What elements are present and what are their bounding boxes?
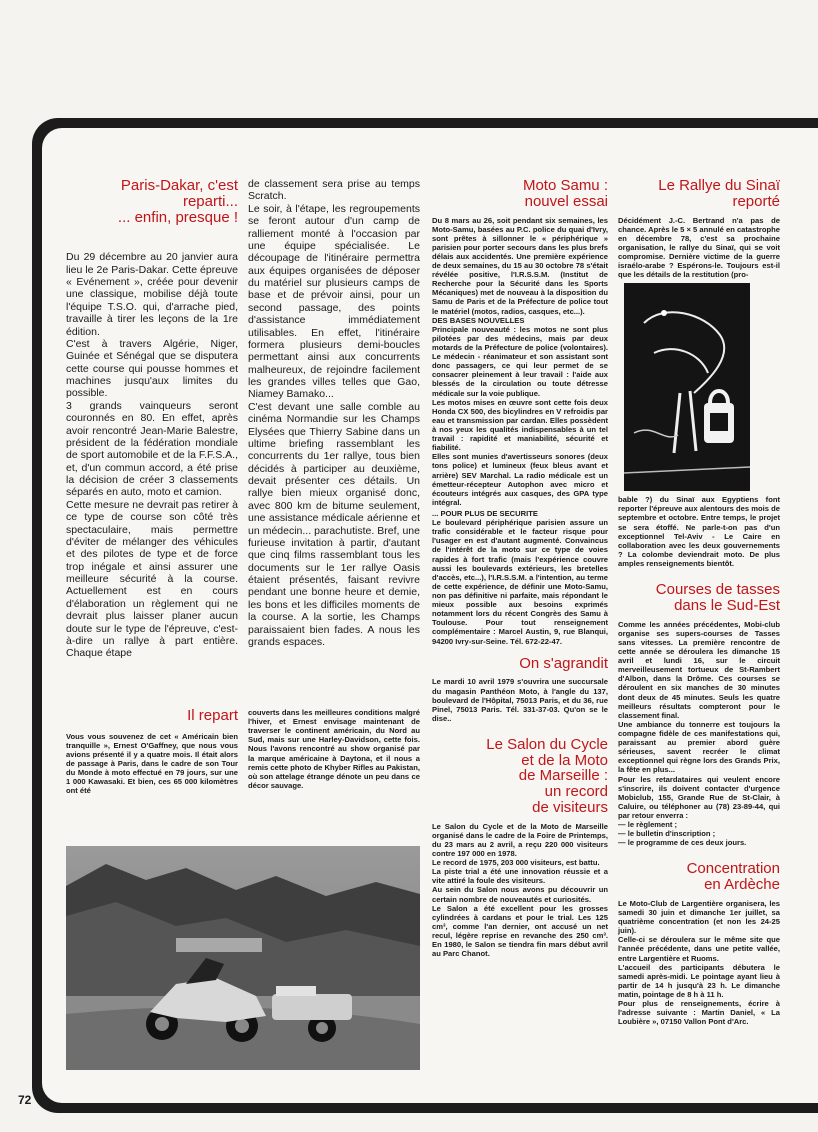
paragraph: Pour les retardataires qui veulent encore s'inscrire, ils doivent contacter d'urgence Mobiclub, 155, Grande Rue de St-Clair, à Caluire, ou téléphoner au (78) 23-89-44, qui par retour enverra :: [618, 774, 780, 820]
dove-motorcycle-illustration: [624, 283, 750, 491]
article-paris-dakar-col1: [66, 178, 238, 660]
paragraph: Le soir, à l'étape, les regroupements se feront autour d'un camp de ralliement monté à l'occasion par une équipe spécialisée. Le découpage de l'itinéraire permettra aux équipes organisées de déposer du matériel sur plusieurs camps de base et de prévoir ainsi, pour un second passage, des points d'assistance immédiatement utilisables. En effet, l'itinéraire formera plusieurs demi-boucles permettant ainsi aux concurrents malheureux, de rejoindre facilement les grandes villes telles que Gao, Niamey Bamako...: [248, 202, 420, 401]
paragraph: Du 29 décembre au 20 janvier aura lieu le 2e Paris-Dakar. Cette épreuve « Evénement », créée pour devenir une classique, mobilise déjà toute l'équipe T.S.O. qui, d'arrache pied, travaille à tirer les leçons de la 1re édition.: [66, 251, 238, 338]
article-il-repart-col2: [248, 708, 420, 790]
paragraph: Celle-ci se déroulera sur le même site que l'année précédente, dans une petite vallée, entre Largentière et Ruoms.: [618, 935, 780, 963]
paragraph: couverts dans les meilleures conditions malgré l'hiver, et Ernest envisage maintenant de traverser le continent américain, du Nord au Sud, mais sur une Harley-Davidson, cette fois. Nous l'avons rencontré au show organisé par la marque américaine à Daytona, et il nous a remis cette photo de Khyber Rifles au Pakistan, où son attelage étrange dénote un peu dans ce décor sauvage.: [248, 708, 420, 790]
paragraph: L'accueil des participants débutera le samedi après-midi. Le pointage ayant lieu à partir de 14 h jusqu'à 23 h. Le dimanche matin, pointage de 8 h à 11 h.: [618, 962, 780, 999]
headline-line: reporté: [732, 192, 780, 210]
headline-line: en Ardèche: [704, 876, 780, 894]
list-item: — le règlement ;: [618, 820, 678, 830]
paragraph: Cette mesure ne devrait pas retirer à ce type de course son côté très spectaculaire, mais permettre d'éviter de mélanger des véhicules et des pilotes de type et de force trop inégale et ainsi assurer une meilleure sécurité à la course. Actuellement est en cours d'élaboration un règlement qui ne devrait plus laisser planer aucun doute sur le type de l'épreuve, c'est-à-dire un rallye à part entière. Chaque étape: [66, 498, 238, 660]
paragraph: Le Salon du Cycle et de la Moto de Marseille organisé dans le cadre de la Foire de Printemps, du 23 mars au 2 avril, a reçu 220 000 visiteurs contre 197 000 en 1978.: [432, 821, 608, 859]
headline-courses-tasses: [618, 582, 780, 614]
list-item: — le bulletin d'inscription ;: [618, 829, 716, 839]
paragraph: Vous vous souvenez de cet « Américain bien tranquille », Ernest O'Gaffney, que nous vous avions présenté il y a quatre mois. Il était alors de passage à Paris, dans le cadre de son Tour du Monde à moto effectué en 79 jours, sur une 1 000 Kawasaki. Et bien, ces 65 000 kilomètres ont été: [66, 731, 238, 796]
paragraph: C'est à travers Algérie, Niger, Guinée et Sénégal que se disputera cette course qui pousse hommes et machines jusqu'aux limites du possible.: [66, 337, 238, 400]
subheading: DES BASES NOUVELLES: [432, 315, 525, 325]
headline-line: reparti...: [182, 192, 238, 210]
paragraph: 3 grands vainqueurs seront couronnés en 80. En effet, après avoir rencontré Jean-Marie Balestre, président de la fédération mondiale de sport automobile et de la F.F.S.A., et, d'un commun accord, a été prise la décision de créer 3 classements séparés en auto, moto et camion.: [66, 399, 238, 499]
paragraph: Comme les années précédentes, Mobi-club organise ses supers-courses de Tasses sans vitesses. La première rencontre de cette année se déroulera les dimanche 15 avril et lundi 16, sur le circuit merveilleusement tortueux de St-Rambert d'Albon, dans la Drôme. Ces courses se déroulent en six manches de 30 minutes dont deux de 45 minutes. Seuls les quatre meilleurs résultats compteront pour le classement final.: [618, 619, 780, 720]
list-item: — le programme de ces deux jours.: [618, 838, 747, 848]
paragraph: Elles sont munies d'avertisseurs sonores (deux tons police) et lumineux (feux bleus avant et arrière) SEV Marchal. La radio médicale est un émetteur-récepteur Autophon avec micro et écouteurs intégrés aux casques, des GPA type intégral.: [432, 452, 608, 507]
paragraph: Pour plus de renseignements, écrire à l'adresse suivante : Martin Daniel, « La Loubière », 07150 Vallon Pont d'Arc.: [618, 999, 780, 1027]
article-paris-dakar-col2: [248, 178, 420, 648]
subheading: ... POUR PLUS DE SECURITE: [432, 509, 538, 518]
article-rallye-sinai: [618, 178, 780, 1026]
headline-line: de visiteurs: [532, 798, 608, 816]
paragraph: Le Salon a été excellent pour les grosses cylindrées à cardans et pour le trial. Les 125 cm³, comme l'an dernier, ont accusé un net recul, légère reprise en revanche des 250 cm³. En 1980, le Salon se tiendra fin mars début avril au Parc Chanot.: [432, 903, 608, 959]
paragraph: Le record de 1975, 203 000 visiteurs, est battu.: [432, 858, 600, 868]
paragraph: de classement sera prise au temps Scratch.: [248, 178, 420, 203]
headline-moto-samu: [432, 178, 608, 210]
headline-salon-marseille: [432, 737, 608, 816]
paragraph: Décidément J.-C. Bertrand n'a pas de chance. Après le 5 × 5 annulé en catastrophe en décembre 78, c'est sa prochaine organisation, le rallye du Sinaï, qui se voit compromise. Dernière victime de la guerre israélo-arabe ? Espérons-le. Toujours est-il que les détails de la restitution (pro-: [618, 215, 780, 280]
headline-line: Le Salon du Cycle: [486, 735, 608, 753]
headline-line: Courses de tasses: [655, 581, 780, 599]
headline-concentration-ardeche: [618, 861, 780, 893]
paragraph: Principale nouveauté : les motos ne sont plus pilotées par des médecins, mais par deux motards de la Préfecture de police (volontaires). Le médecin - réanimateur et son assistant sont donc passagers, ce qui leur permet de se consacrer pleinement à leur travail : l'aide aux blessés de la circulation ou toute détresse médicale sur la voie publique.: [432, 324, 608, 398]
paragraph: Le boulevard périphérique parisien assure un trafic considérable et le facteur risque pour l'usager en est d'autant augmenté. Convaincus de l'intérêt de la moto sur ce type de voies rapides à fort trafic (mais l'expérience couvre aussi les boulevards extérieurs, les bretelles d'accès, etc...), l'I.R.S.S.M. a l'intention, au terme de cette expérience, de définir une Moto-Samu, non pas définitive ni parfaite, mais répondant le mieux possible aux besoins exprimés notamment lors du récent Congrès des Samu à Toulouse. Pour tout renseignement complémentaire : Marcel Austin, 9, rue Blanqui, 94200 Ivry-sur-Seine. Tél. 672-22-47.: [432, 518, 608, 646]
headline-line: un record: [544, 783, 608, 801]
paragraph: Une ambiance du tonnerre est toujours la compagne fidèle de ces manifestations qui, paraissant au premier abord guère sérieuses, savent recréer le climat exceptionnel qui règne lors des Grands Prix, la fête en plus...: [618, 719, 780, 775]
paragraph: Les motos mises en œuvre sont cette fois deux Honda CX 500, des bicylindres en V refroidis par eau et transmission par cardan. Elles possèdent à nos yeux les qualités indispensables à un tel travail : rapidité et maniabilité, sécurité et fiabilité.: [432, 397, 608, 453]
paragraph: Le mardi 10 avril 1979 s'ouvrira une succursale du magasin Panthéon Moto, à l'angle du 137, boulevard de l'Hôpital, 75013 Paris, et du 36, rue Pinel, 75013 Paris. Tél. 331-37-03. Qu'on se le dise..: [432, 677, 608, 723]
headline-line: ... enfin, presque !: [117, 208, 238, 226]
headline-line: Moto Samu :: [522, 177, 608, 194]
headline-on-sagrandit: On s'agrandit: [519, 654, 608, 672]
headline-line: Paris-Dakar, c'est: [120, 177, 238, 194]
headline-line: et de la Moto: [521, 751, 608, 769]
paragraph: C'est devant une salle comble au cinéma Normandie sur les Champs Elysées que Thierry Sabine dans un ultime briefing rassemblant les concurrents du 1er rallye, tous bien décidés à participer au deuxième, devait présenter ces détails. Un rallye bien mieux organisé donc, avec 800 km de bitume seulement, une assistance médicale aérienne et un médecin... parachutiste. Bref, une furieuse invitation à partir, d'autant que cinq films rassemblant tous les documents sur le 1er rallye Oasis étaient présentés, faisant revivre pendant une bonne heure et demie, les bons et les difficiles moments de la course. A la sortie, les Champs paraissaient bien fades. A nous les grands espaces.: [248, 400, 420, 648]
page-number: 72: [18, 1093, 32, 1107]
headline-line: Le Rallye du Sinaï: [658, 177, 780, 194]
headline-paris-dakar: [66, 178, 238, 225]
article-moto-samu: [432, 178, 608, 958]
illustration-sinai-cartoon: [624, 283, 750, 491]
paragraph: Le Moto-Club de Largentière organisera, les samedi 30 juin et dimanche 1er juillet, sa quatrième concentration (et non les 24-25 juin).: [618, 898, 780, 936]
paragraph: bable ?) du Sinaï aux Egyptiens font reporter l'épreuve aux alentours des mois de septembre et octobre. Entre temps, le projet se sera étoffé. Ne parle-t-on pas d'un exceptionnel Tel-Aviv - Le Caire en collaboration avec les deux gouvernements ? La colombe deviendrait moto. De plus amples renseignements bientôt.: [618, 495, 780, 569]
headline-line: de Marseille :: [518, 767, 608, 785]
headline-line: nouvel essai: [524, 192, 608, 210]
paragraph: La piste trial a été une innovation réussie et a vite attiré la foule des visiteurs.: [432, 867, 608, 886]
headline-line: Concentration: [686, 860, 780, 878]
headline-line: dans le Sud-Est: [674, 596, 780, 614]
headline-rallye-sinai: [618, 178, 780, 210]
motorcycle-photo-image: [66, 846, 420, 1070]
headline-il-repart: Il repart: [187, 707, 238, 724]
paragraph: Du 8 mars au 26, soit pendant six semaines, les Moto-Samu, basées au P.C. police du quai d'Ivry, sont prêtes à sillonner le « périphérique » parisien pour porter secours dans les plus brefs délais aux accidentés. Une première expérience de deux semaines, du 15 au 30 octobre 78 s'était révélée positive, l'I.R.S.S.M. (Institut de Recherche pour la Sécurité dans les Sports Mécaniques) met de nouveau à la disposition du Samu de Paris et de la Préfecture de police tout le matériel (motos, radios, casques, etc...).: [432, 215, 608, 316]
photo-khyber-rifles-motorcycle: [66, 846, 420, 1070]
paragraph: Au sein du Salon nous avons pu découvrir un certain nombre de nouveautés et curiosités.: [432, 885, 608, 904]
article-il-repart-col1: [66, 708, 238, 796]
